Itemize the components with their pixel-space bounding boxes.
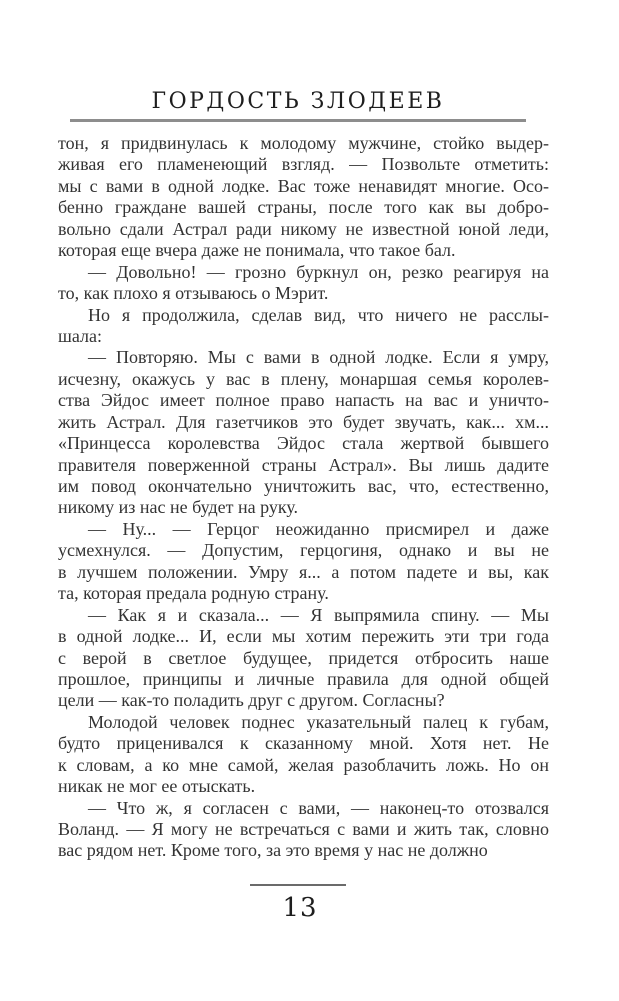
text-line: — Повторяю. Мы с вами в одной лодке. Если я умру, [88,347,549,368]
paragraph [58,262,549,305]
text-line: вольно сдали Астрал ради никому не известной юной леди, [58,218,549,239]
text-line: вас рядом нет. Кроме того, за это время у нас не должно [58,840,488,861]
page-number: 13 [282,893,318,923]
text-line: — Ну... — Герцог неожиданно присмирел и даже [88,518,549,539]
text-line: мы с вами в одной лодке. Вас тоже ненавидят многие. Осо- [58,175,549,196]
paragraph [58,305,549,348]
text-line: — Что ж, я согласен с вами, — наконец-то отозвался [88,797,549,818]
text-line: правителя поверженной страны Астрал». Вы лишь дадите [58,454,549,475]
text-line: им повод окончательно уничтожить вас, что, естественно, [58,476,549,496]
text-line: ства Эйдос имеет полное право напасть на вас и уничто- [58,390,549,411]
text-line: исчезну, окажусь у вас в плену, монаршая семья королев- [58,368,549,389]
paragraph [58,519,549,605]
running-header-title: ГОРДОСТЬ ЗЛОДЕЕВ [151,89,445,114]
paragraph [58,798,549,862]
text-line: прошлое, принципы и личные правила для одной общей [58,668,549,689]
text-line: Воланд. — Я могу не встречаться с вами и жить так, словно [58,819,549,839]
running-header [70,90,526,114]
text-line: Но я продолжила, сделав вид, что ничего не расслы- [88,304,549,325]
text-line: бенно граждане вашей страны, после того как вы добро- [58,197,549,218]
text-line: то, как плохо я отзываюсь о Мэрит. [58,283,329,304]
paragraph [58,605,549,712]
paragraph [58,712,549,798]
text-line: усмехнулся. — Допустим, герцогиня, однако и вы не [58,540,549,561]
text-line: цели — как-то поладить друг с другом. Согласны? [58,690,445,711]
text-line: в одной лодке... И, если мы хотим пережить эти три года [58,626,549,647]
text-line: тон, я придвинулась к молодому мужчине, стойко выдер- [58,133,549,153]
text-line: «Принцесса королевства Эйдос стала жертвой бывшего [58,433,549,454]
text-line: никому из нас не будет на руку. [58,497,299,518]
text-line: никак не мог ее отыскать. [58,776,256,797]
text-line: шала: [58,325,102,346]
text-line: жить Астрал. Для газетчиков это будет звучать, как... хм... [58,411,549,432]
page-text [58,133,549,862]
text-line: Молодой человек поднес указательный палец к губам, [88,711,549,732]
text-line: к словам, а ко мне самой, желая разоблачить ложь. Но он [58,754,549,775]
text-line: та, которая предала родную страну. [58,583,329,604]
text-line: будто приценивался к сказанному мной. Хотя нет. Не [58,733,549,754]
text-line: — Как я и сказала... — Я выпрямила спину. — Мы [88,604,549,625]
text-line: которая еще вчера даже не понимала, что такое бал. [58,240,456,261]
text-line: живая его пламенеющий взгляд. — Позвольте отметить: [58,154,549,175]
paragraph [58,133,549,262]
header-divider [70,119,526,122]
paragraph [58,347,549,519]
text-line: — Довольно! — грозно буркнул он, резко реагируя на [88,261,549,282]
footer-divider [250,884,346,886]
text-line: с верой в светлое будущее, придется отбросить наше [58,647,549,668]
text-line: в лучшем положении. Умру я... а потом падете и вы, как [58,561,549,582]
